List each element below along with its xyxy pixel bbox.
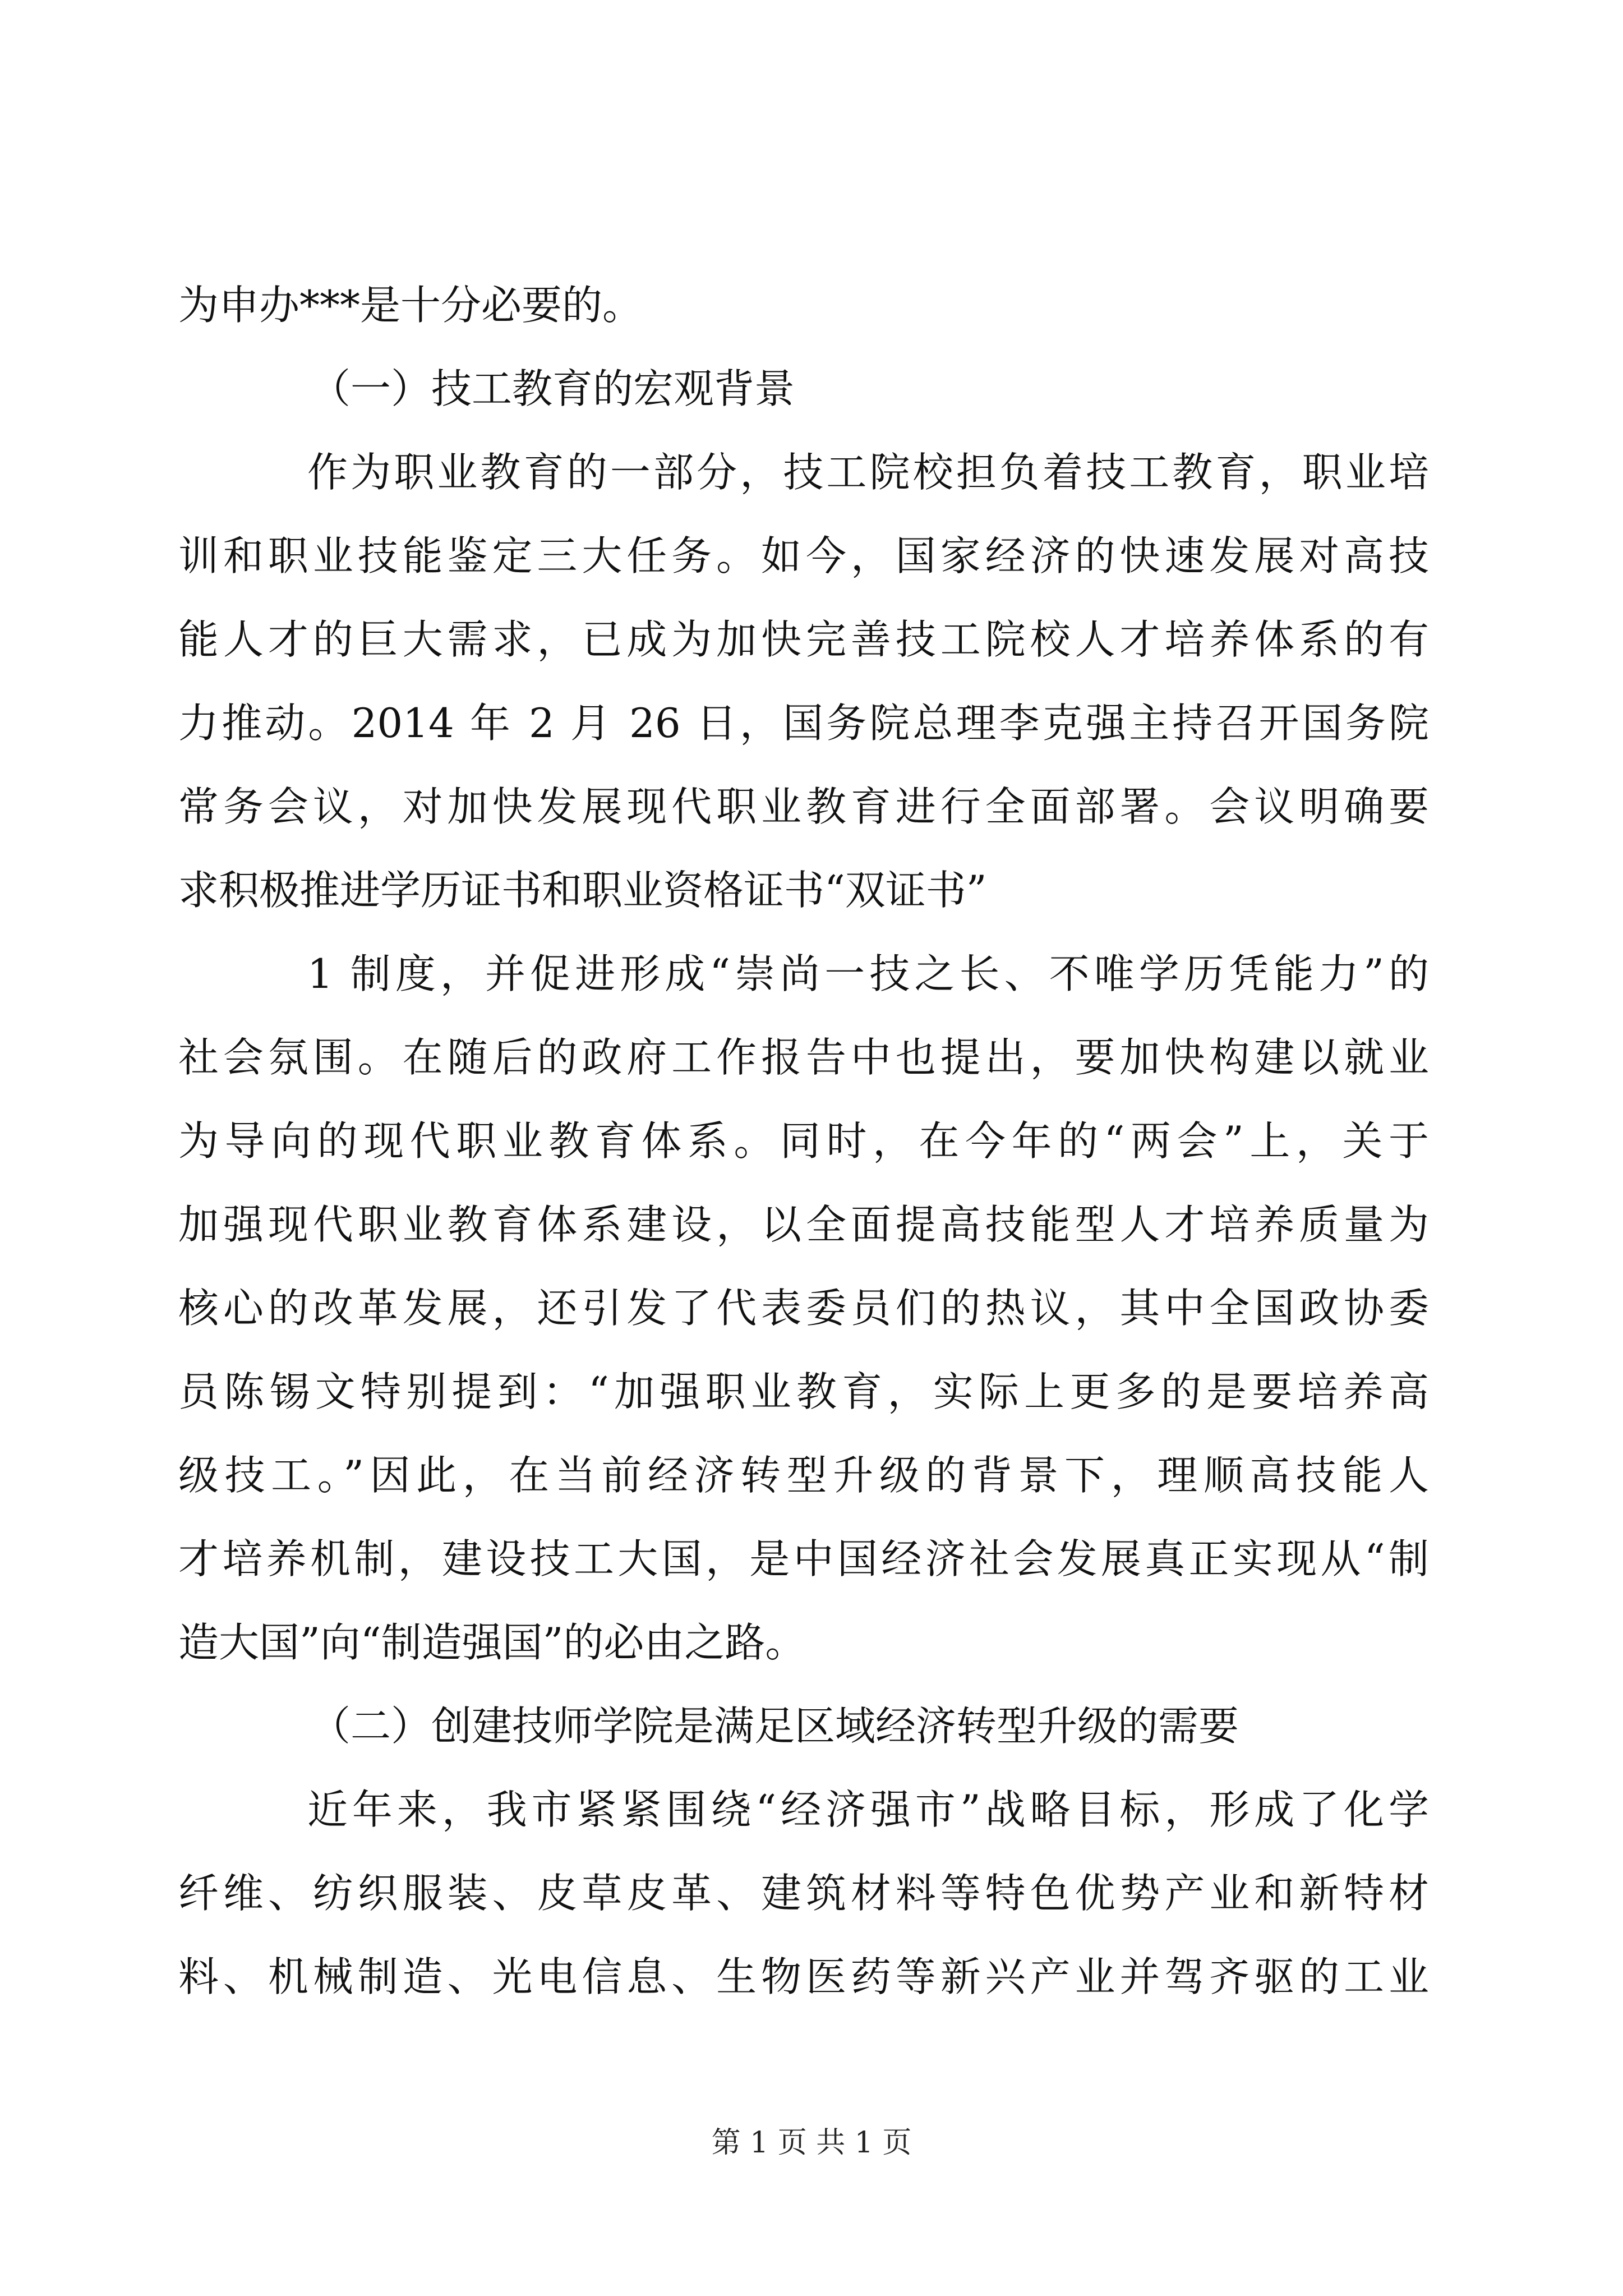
text-line: 社会氛围。在随后的政府工作报告中也提出，要加快构建以就业 (178, 1034, 1429, 1081)
text-line: 为申办***是十分必要的。 (178, 282, 643, 329)
text-line: 力推动。2014 年 2 月 26 日，国务院总理李克强主持召开国务院 (178, 700, 1429, 747)
section-heading: （一）技工教育的宏观背景 (310, 365, 795, 412)
text-line: 级技工。”因此，在当前经济转型升级的背景下，理顺高技能人 (178, 1452, 1429, 1499)
text-line: 才培养机制，建设技工大国，是中国经济社会发展真正实现从“制 (178, 1535, 1429, 1582)
text-line: 常务会议，对加快发展现代职业教育进行全面部署。会议明确要 (178, 783, 1429, 830)
body-text (178, 264, 1429, 2019)
text-line: 求积极推进学历证书和职业资格证书“双证书” (178, 867, 987, 914)
page-footer: 第 1 页 共 1 页 (711, 2126, 912, 2160)
text-line: 料、机械制造、光电信息、生物医药等新兴产业并驾齐驱的工业 (178, 1953, 1429, 2000)
text-line: 能人才的巨大需求，已成为加快完善技工院校人才培养体系的有 (178, 616, 1429, 663)
text-line: 为导向的现代职业教育体系。同时，在今年的“两会”上，关于 (178, 1117, 1429, 1165)
text-line: 1 制度，并促进形成“崇尚一技之长、不唯学历凭能力”的 (307, 950, 1429, 997)
text-line: 训和职业技能鉴定三大任务。如今，国家经济的快速发展对高技 (178, 532, 1429, 579)
text-line: 加强现代职业教育体系建设，以全面提高技能型人才培养质量为 (178, 1201, 1429, 1248)
text-line: 员陈锡文特别提到：“加强职业教育，实际上更多的是要培养高 (178, 1368, 1429, 1415)
text-line: 作为职业教育的一部分，技工院校担负着技工教育，职业培 (307, 449, 1429, 496)
text-line: 核心的改革发展，还引发了代表委员们的热议，其中全国政协委 (178, 1285, 1429, 1332)
text-line: 造大国”向“制造强国”的必由之路。 (178, 1619, 806, 1666)
text-line: 近年来，我市紧紧围绕“经济强市”战略目标，形成了化学 (307, 1786, 1429, 1833)
text-line: 纤维、纺织服装、皮草皮革、建筑材料等特色优势产业和新特材 (178, 1870, 1429, 1917)
section-heading: （二）创建技师学院是满足区域经济转型升级的需要 (310, 1703, 1239, 1750)
